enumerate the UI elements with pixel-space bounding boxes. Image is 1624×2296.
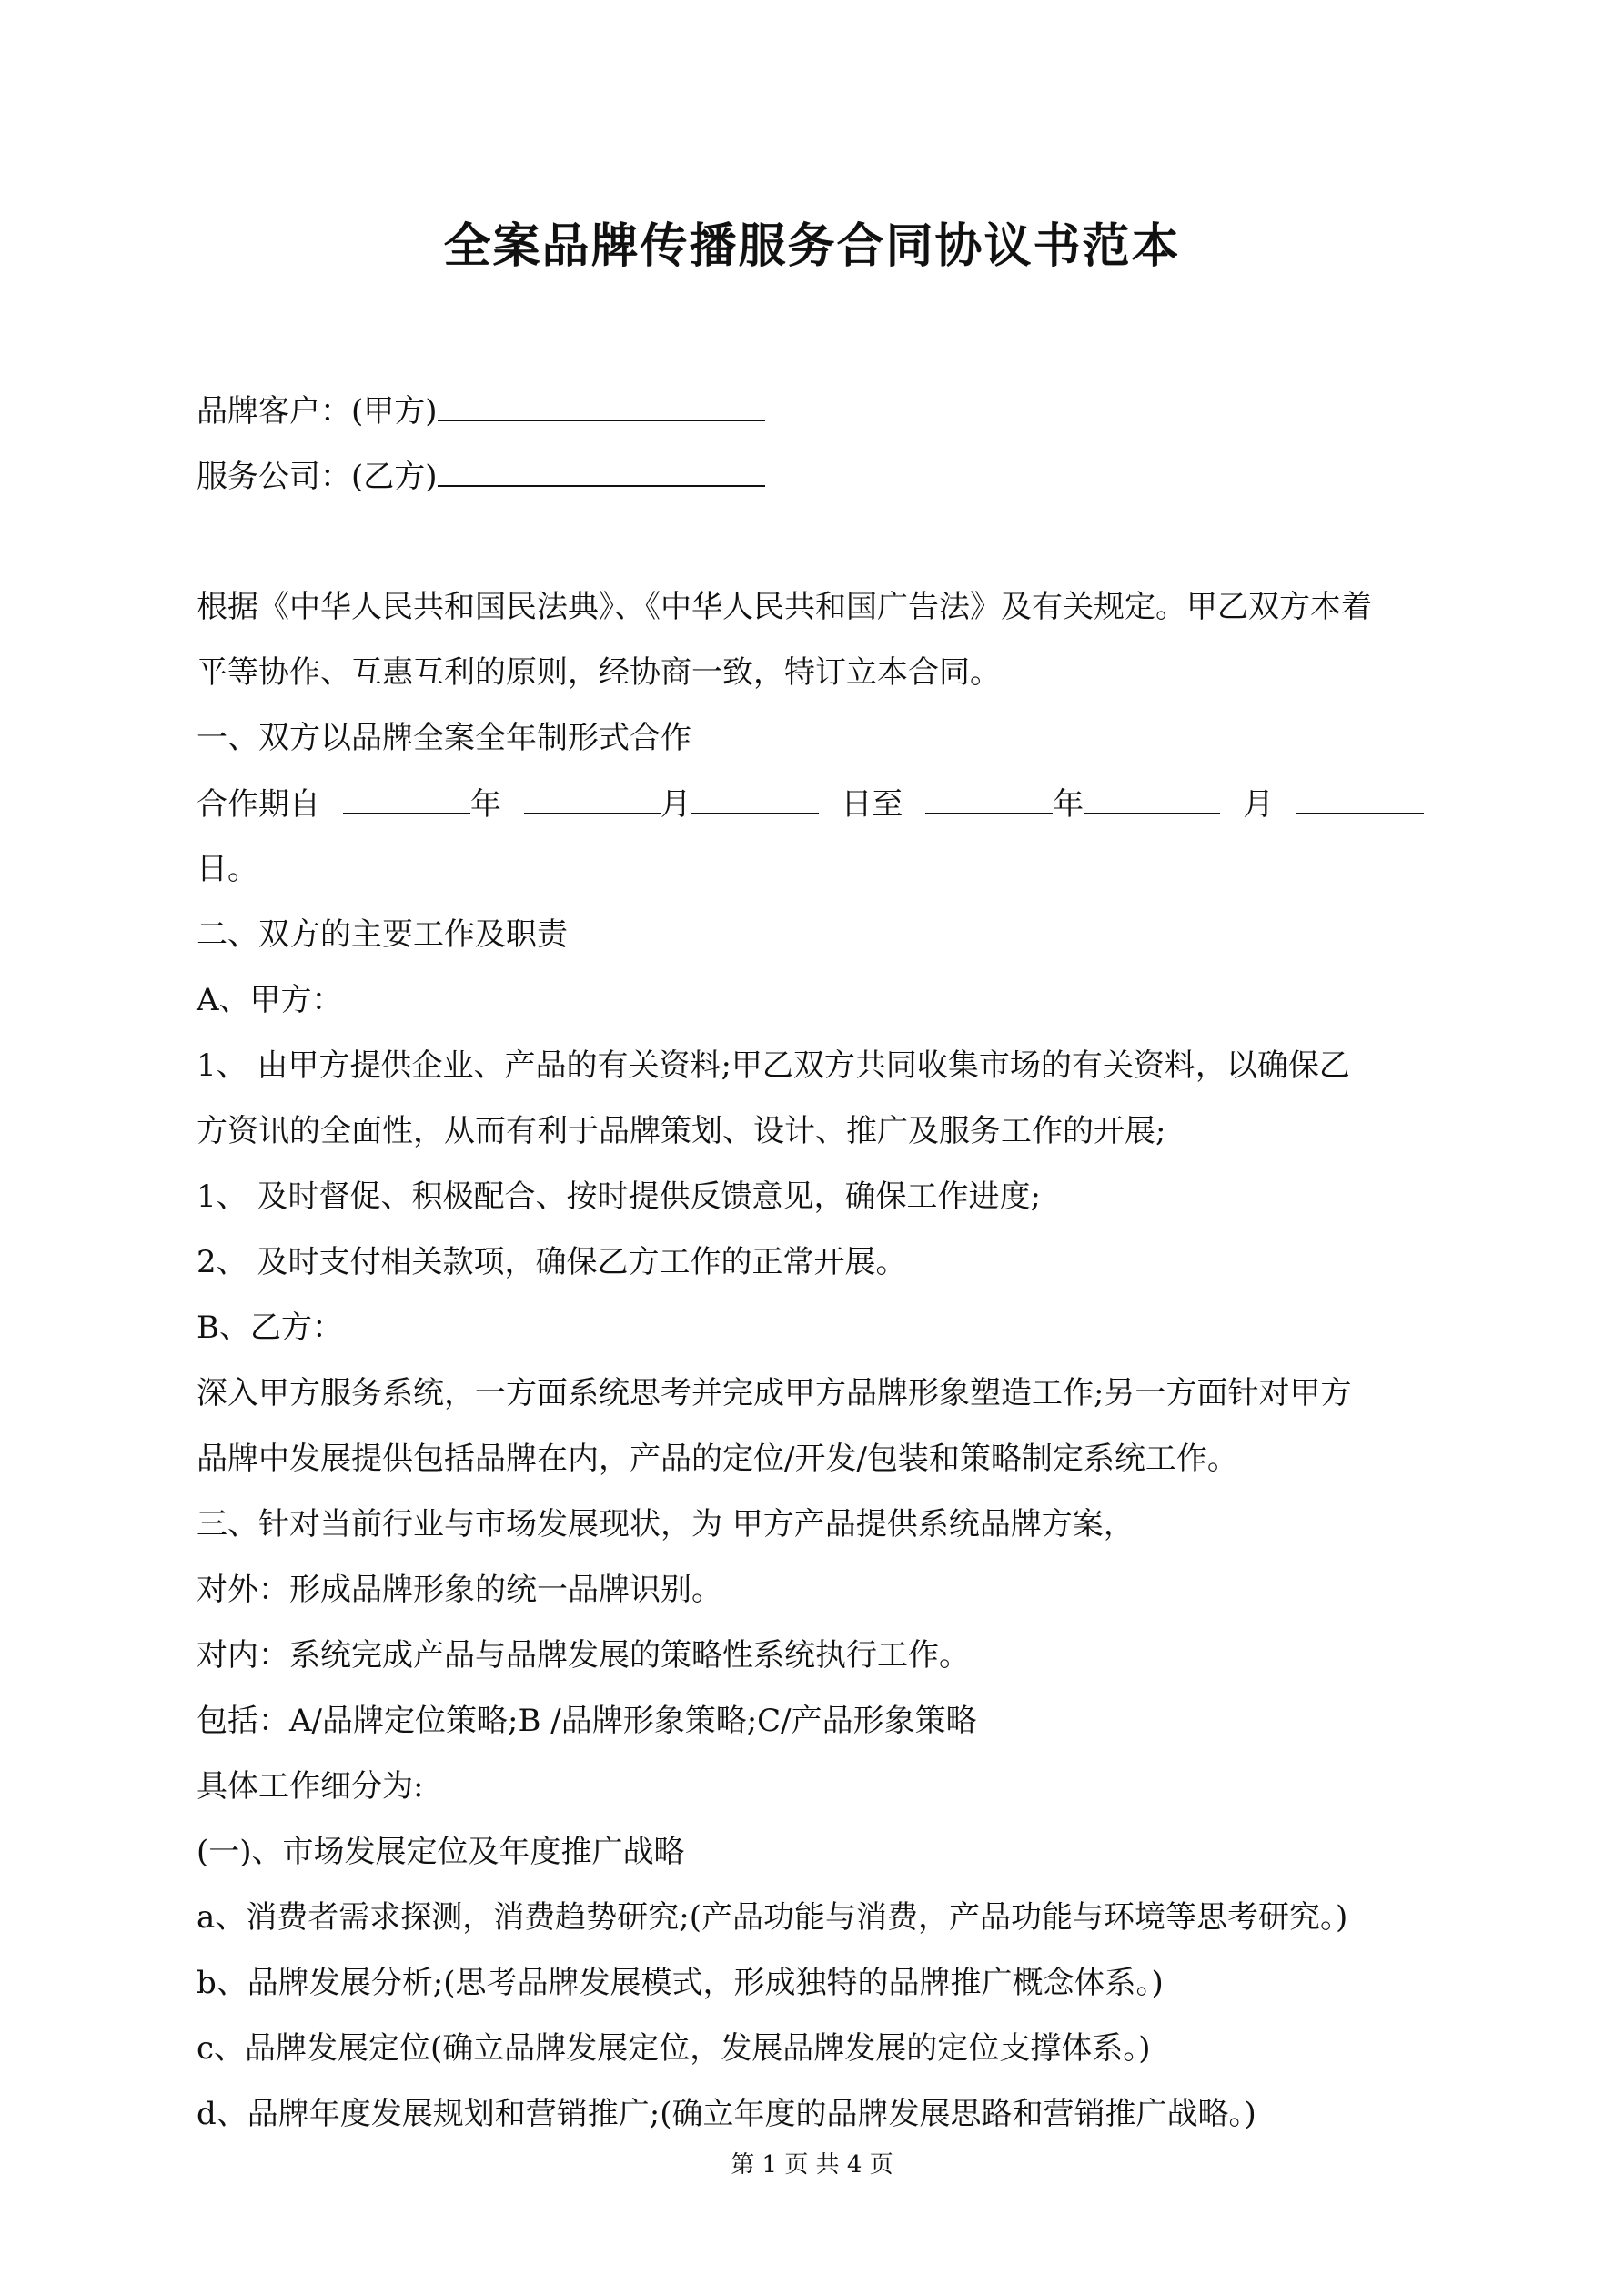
party-b-heading: B、乙方： — [197, 1310, 343, 1346]
external-line: 对外：形成品牌形象的统一品牌识别。 — [197, 1572, 722, 1608]
period-day2-blank — [1296, 771, 1424, 814]
intro-line-2: 平等协作、互惠互利的原则，经协商一致，特订立本合同。 — [197, 654, 1001, 691]
period-month2-blank — [1084, 771, 1220, 814]
a-item-3: 2、 及时支付相关款项，确保乙方工作的正常开展。 — [197, 1244, 907, 1280]
intro-line-1: 根据《中华人民共和国民法典》、《中华人民共和国广告法》及有关规定。甲乙双方本着 — [197, 589, 1372, 625]
document-title: 全案品牌传播服务合同协议书范本 — [443, 218, 1181, 274]
period-year: 年 — [469, 786, 501, 823]
breakdown-line: 具体工作细分为: — [197, 1768, 424, 1805]
party-a-label: 品牌客户：(甲方) — [197, 393, 438, 430]
spacer — [197, 509, 1443, 574]
period-day-to: 日至 — [841, 786, 903, 823]
section-2-heading: 二、双方的主要工作及职责 — [197, 916, 568, 953]
b-text-1: 深入甲方服务系统，一方面系统思考并完成甲方品牌形象塑造工作;另一方面针对甲方 — [197, 1375, 1352, 1411]
period-month: 月 — [660, 786, 691, 823]
page-footer: 第 1 页 共 4 页 — [731, 2151, 893, 2179]
section-3-heading: 三、针对当前行业与市场发展现状，为 甲方产品提供系统品牌方案， — [197, 1506, 1135, 1542]
period-end: 日。 — [197, 851, 258, 887]
party-a-line — [197, 378, 1443, 443]
period-year2: 年 — [1053, 786, 1084, 823]
sub-heading-1: (一)、市场发展定位及年度推广战略 — [197, 1834, 685, 1870]
period-day-blank — [691, 771, 819, 814]
internal-line: 对内：系统完成产品与品牌发展的策略性系统执行工作。 — [197, 1637, 970, 1674]
b-text-2: 品牌中发展提供包括品牌在内，产品的定位/开发/包装和策略制定系统工作。 — [197, 1441, 1238, 1477]
section-1-heading: 一、双方以品牌全案全年制形式合作 — [197, 720, 691, 756]
period-month2: 月 — [1243, 786, 1275, 823]
item-d: d、品牌年度发展规划和营销推广;(确立年度的品牌发展思路和营销推广战略。) — [197, 2096, 1256, 2132]
a-item-2: 1、 及时督促、积极配合、按时提供反馈意见，确保工作进度; — [197, 1178, 1041, 1215]
party-b-blank — [438, 443, 765, 487]
party-b-line — [197, 443, 1443, 509]
period-start: 合作期自 — [197, 786, 320, 823]
period-year2-blank — [925, 771, 1053, 814]
party-a-heading: A、甲方： — [197, 982, 343, 1018]
period-year-blank — [343, 771, 470, 814]
includes-line: 包括：A/品牌定位策略;B /品牌形象策略;C/产品形象策略 — [197, 1703, 977, 1739]
a-item-1a: 1、 由甲方提供企业、产品的有关资料;甲乙双方共同收集市场的有关资料，以确保乙 — [197, 1047, 1350, 1084]
a-item-1b: 方资讯的全面性，从而有利于品牌策划、设计、推广及服务工作的开展; — [197, 1113, 1166, 1149]
item-b: b、品牌发展分析;(思考品牌发展模式，形成独特的品牌推广概念体系。) — [197, 1965, 1164, 2001]
item-a: a、消费者需求探测，消费趋势研究;(产品功能与消费，产品功能与环境等思考研究。) — [197, 1899, 1348, 1936]
party-a-blank — [438, 378, 765, 421]
period-month-blank — [524, 771, 661, 814]
document-body — [197, 378, 1443, 2147]
item-c: c、品牌发展定位(确立品牌发展定位，发展品牌发展的定位支撑体系。) — [197, 2030, 1151, 2067]
party-b-label: 服务公司：(乙方) — [197, 459, 438, 495]
period-line — [197, 771, 1443, 836]
